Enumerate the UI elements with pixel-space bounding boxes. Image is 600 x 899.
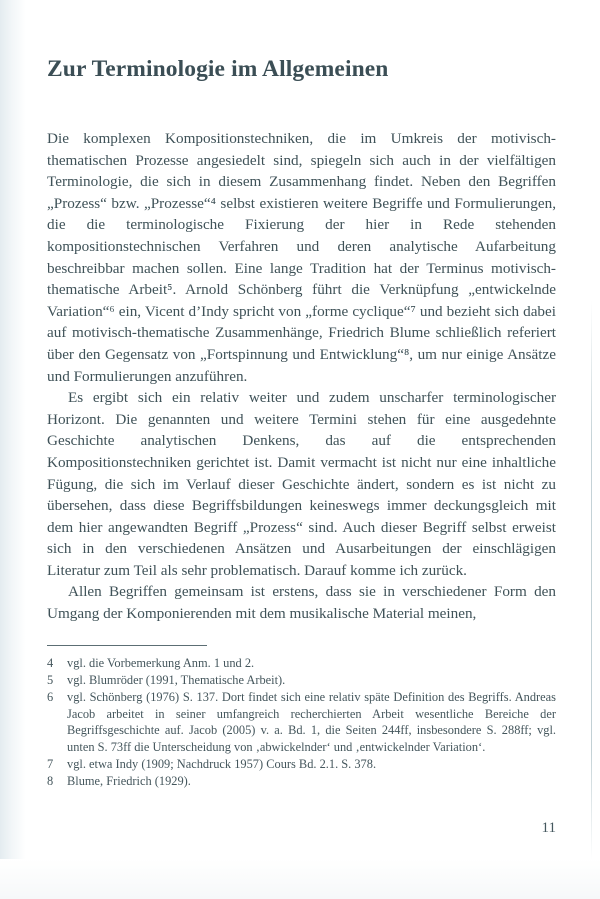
footnote-item [47,655,556,672]
footnote-number: 7 [47,757,54,772]
paragraph-1: Die komplexen Kompositionstechniken, die im Umkreis der motivisch-thematischen Prozesse angesiedelt sind, spiegeln sich auch in der vielfältigen Terminologie, die sich in diesem Zusammenhang findet. Neben den Begriffen „Prozess“ bzw. „Prozesse“⁴ selbst existieren weitere Begriffe und Formulierungen, die die terminologische Fixierung der hier in Rede stehenden kompositionstechnischen Verfahren und deren analytische Aufarbeitung beschreibbar machen sollen. Eine lange Tradition hat der Terminus motivisch-thematische Arbeit⁵. Arnold Schönberg führt die Verknüpfung „entwickelnde Variation“⁶ ein, Vicent d’Indy spricht von „forme cyclique“⁷ und bezieht sich dabei auf motivisch-thematische Zusammenhänge, Friedrich Blume schließlich referiert über den Gegensatz von „Fortspinnung und Entwicklung“⁸, um nur einige Ansätze und Formulierungen anzuführen. [47,130,556,385]
footnote-item [47,672,556,689]
footnote-text: vgl. die Vorbemerkung Anm. 1 und 2. [67,656,255,670]
footnote-number: 6 [47,690,54,705]
page-number: 11 [541,820,556,836]
footnote-number: 8 [47,774,54,789]
footnote-number: 4 [47,656,54,670]
footnote-block [47,645,556,790]
footnote-item [47,689,556,755]
footnote-item [47,756,556,773]
paragraph-2: Es ergibt sich ein relativ weiter und zudem unscharfer terminologischer Horizont. Die genannten und weitere Termini stehen für eine ausgedehnte Geschichte analytischen Denkens, das auf die entsprechenden Kompositionstechniken gerichtet ist. Damit vermacht ist nicht nur eine inhaltliche Fügung, die sich im Verlauf dieser Geschichte ändert, sondern es ist nicht zu übersehen, dass diese Begriffsbildungen keineswegs immer deckungsgleich mit dem hier angewandten Begriff „Prozess“ sind. Auch dieser Begriff selbst erweist sich in den verschiedenen Ansätzen und Ausarbeitungen der einschlägigen Literatur zum Teil als sehr problematisch. Darauf komme ich zurück. [47,389,556,579]
page-title: Zur Terminologie im Allgemeinen [47,56,389,82]
footnote-text: vgl. Blumröder (1991, Thematische Arbeit). [67,673,286,688]
footnote-text: vgl. etwa Indy (1909; Nachdruck 1957) Cours Bd. 2.1. S. 378. [67,757,377,772]
footnote-text: Blume, Friedrich (1929). [67,774,191,789]
footnote-text: vgl. Schönberg (1976) S. 137. Dort findet sich eine relativ späte Definition des Begriffs. Andreas Jacob arbeitet in seiner umfangreich recherchierten Arbeit wesentliche Bereiche der Begriffsgeschichte auf. Jacob (2005) v. a. Bd. 1, die Seiten 244ff, insbesondere S. 288ff; vgl. unten S. 73ff die Unterscheidung von ‚abwickelnder‘ und ‚entwickelnder Variation‘. [67,690,556,754]
footnote-item [47,773,556,790]
footnote-number: 5 [47,673,54,688]
paragraph-3: Allen Begriffen gemeinsam ist erstens, dass sie in verschiedener Form den Umgang der Komponierenden mit dem musikalische Material meinen, [47,583,556,623]
body-text-block [47,128,556,625]
footnote-separator-rule [47,645,207,646]
